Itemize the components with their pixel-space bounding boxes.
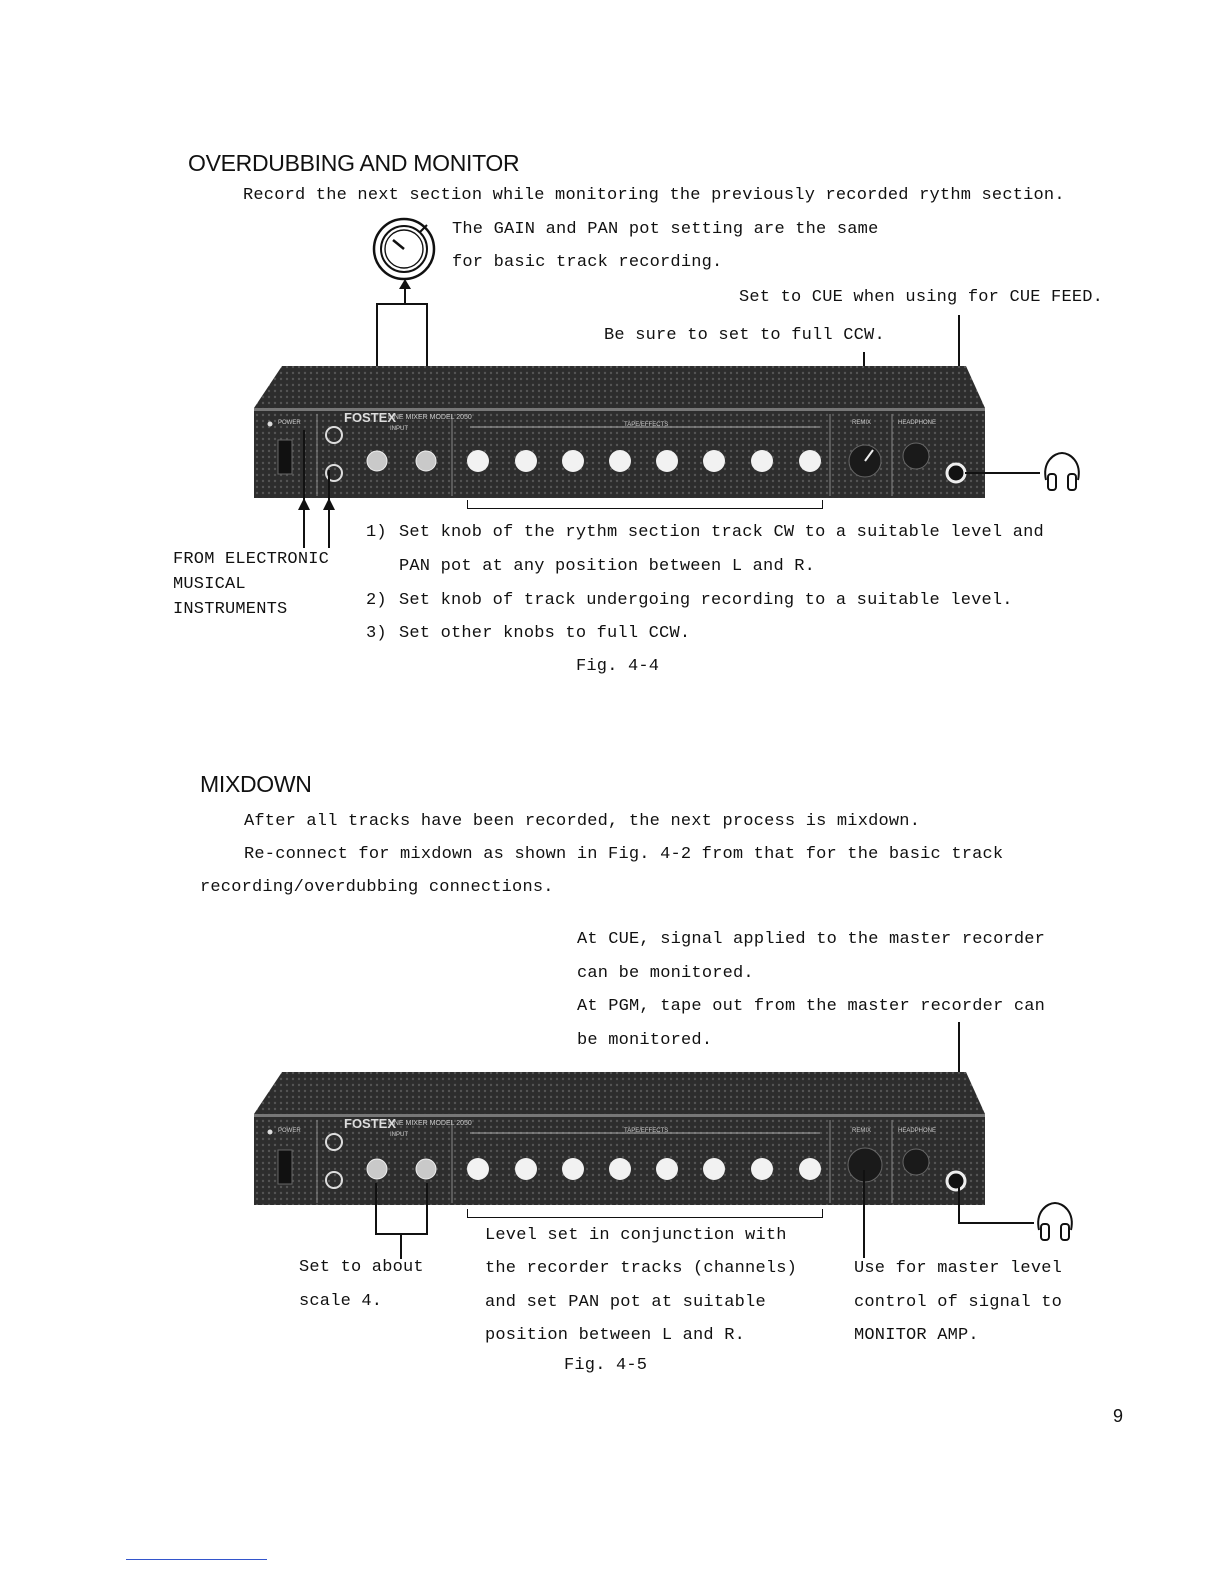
input-label: INPUT [390, 426, 408, 432]
footnote-rule [126, 1559, 267, 1560]
section-heading-overdubbing: OVERDUBBING AND MONITOR [188, 150, 520, 176]
callout-line [863, 1170, 865, 1258]
bracket-line [375, 1183, 377, 1235]
brand-logo: FOSTEX [344, 1116, 397, 1131]
scale-note-line1: Set to about [299, 1258, 424, 1277]
gain-note-line2: for basic track recording. [452, 253, 723, 272]
bracket-line [467, 500, 468, 509]
callout-line [958, 1180, 960, 1223]
step-text: PAN pot at any position between L and R. [399, 557, 816, 576]
pgm-note-line1: At PGM, tape out from the master recorder can [577, 997, 1046, 1016]
tape-effects-label: TAPE/EFFECTS [624, 1128, 669, 1134]
source-label-line1: FROM ELECTRONIC [173, 550, 330, 569]
headphones-icon [1033, 1200, 1077, 1246]
callout-line [965, 472, 1040, 474]
mixdown-para1: After all tracks have been recorded, the next process is mixdown. [244, 812, 921, 831]
full-ccw-note: Be sure to set to full CCW. [604, 326, 885, 345]
mixdown-para2-line2: recording/overdubbing connections. [200, 878, 554, 897]
mixer-front-panel [254, 364, 985, 498]
step-text: Set other knobs to full CCW. [399, 624, 691, 643]
cue-feed-note: Set to CUE when using for CUE FEED. [739, 288, 1104, 307]
bracket-line [426, 1183, 428, 1235]
level-note-line2: the recorder tracks (channels) [485, 1259, 798, 1278]
source-label-line2: MUSICAL [173, 575, 246, 594]
arrow-up-icon [399, 279, 411, 289]
headphone-label: HEADPHONE [898, 1128, 937, 1134]
bracket-line [400, 1233, 402, 1259]
pgm-note-line2: be monitored. [577, 1031, 713, 1050]
master-note-line1: Use for master level [854, 1259, 1063, 1278]
gain-knob-icon [372, 216, 436, 282]
bracket-line [822, 500, 823, 509]
mixdown-para2-line1: Re-connect for mixdown as shown in Fig. 4-2 from that for the basic track [244, 845, 1004, 864]
level-note-line1: Level set in conjunction with [485, 1226, 787, 1245]
model-label: LINE MIXER MODEL 2050 [388, 414, 472, 421]
bracket-line [822, 1209, 823, 1218]
bracket-line [467, 1217, 823, 1218]
cue-note-line1: At CUE, signal applied to the master recorder [577, 930, 1046, 949]
headphone-label: HEADPHONE [898, 420, 937, 426]
step-text: Set knob of the rythm section track CW to a suitable level and [399, 523, 1044, 542]
input-label: INPUT [390, 1132, 408, 1138]
cue-note-line2: can be monitored. [577, 964, 754, 983]
callout-line [328, 470, 330, 500]
remix-label: REMIX [852, 1128, 872, 1134]
source-label-line3: INSTRUMENTS [173, 600, 288, 619]
figure-caption: Fig. 4-4 [576, 657, 660, 676]
gain-note-line1: The GAIN and PAN pot setting are the same [452, 220, 879, 239]
brand-logo: FOSTEX [344, 410, 397, 425]
headphones-icon [1040, 450, 1084, 496]
master-note-line3: MONITOR AMP. [854, 1326, 979, 1345]
master-note-line2: control of signal to [854, 1293, 1063, 1312]
bracket-line [467, 508, 823, 509]
power-label: POWER [278, 420, 301, 426]
step-number: 3) [366, 624, 387, 643]
power-label: POWER [278, 1128, 301, 1134]
remix-label: REMIX [852, 420, 872, 426]
level-note-line3: and set PAN pot at suitable [485, 1293, 766, 1312]
level-note-line4: position between L and R. [485, 1326, 746, 1345]
bracket-line [467, 1209, 468, 1218]
callout-line [376, 303, 428, 305]
mixer-front-panel [254, 1070, 985, 1205]
section-heading-mixdown: MIXDOWN [200, 771, 312, 797]
step-text: Set knob of track undergoing recording to a suitable level. [399, 591, 1013, 610]
page-number: 9 [1113, 1406, 1124, 1426]
scale-note-line2: scale 4. [299, 1292, 383, 1311]
model-label: LINE MIXER MODEL 2050 [388, 1120, 472, 1127]
callout-line [303, 430, 305, 500]
callout-line [958, 1222, 1034, 1224]
tape-effects-label: TAPE/EFFECTS [624, 422, 669, 428]
figure-caption: Fig. 4-5 [564, 1356, 648, 1375]
step-number: 2) [366, 591, 387, 610]
step-number: 1) [366, 523, 387, 542]
intro-text: Record the next section while monitoring the previously recorded rythm section. [243, 186, 1065, 205]
